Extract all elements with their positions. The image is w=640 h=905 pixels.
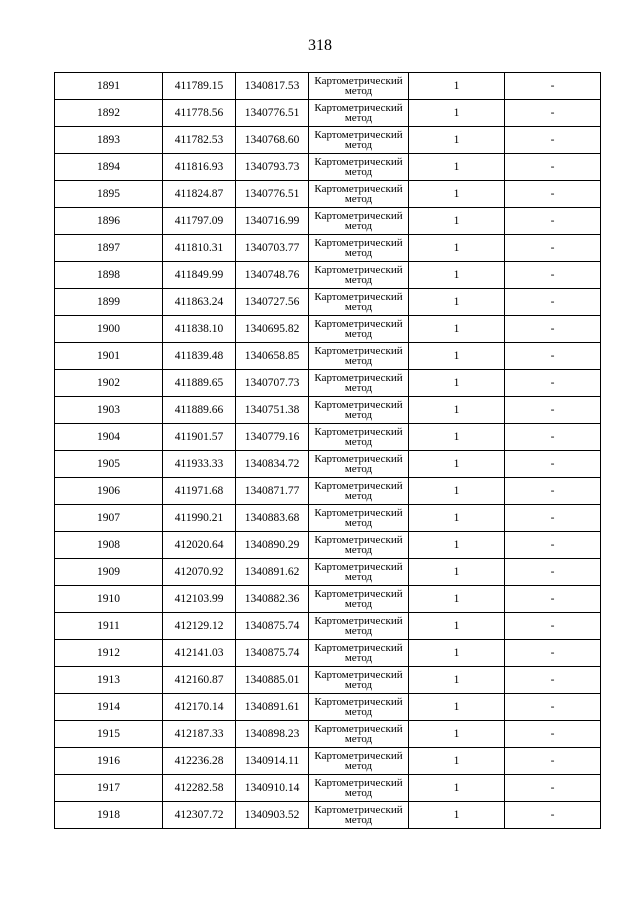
method-line2: метод [344,625,373,637]
point-number-cell: 1912 [55,640,163,667]
method-line1: Картометрический [314,642,403,654]
x-coordinate-cell: 411889.66 [163,397,236,424]
table-row [55,532,601,559]
coordinates-table [54,72,601,829]
table-row [55,694,601,721]
point-number-cell: 1917 [55,775,163,802]
value-cell: 1 [409,640,505,667]
table-row [55,721,601,748]
method-cell [309,775,409,802]
table-row [55,586,601,613]
point-number-cell: 1906 [55,478,163,505]
method-line1: Картометрический [314,480,403,492]
point-number-cell: 1918 [55,802,163,829]
method-line2: метод [344,463,373,475]
note-cell: - [505,424,601,451]
table-row [55,154,601,181]
y-coordinate-cell: 1340703.77 [236,235,309,262]
method-line1: Картометрический [314,669,403,681]
method-line2: метод [344,490,373,502]
x-coordinate-cell: 412141.03 [163,640,236,667]
method-cell [309,478,409,505]
table-row [55,127,601,154]
y-coordinate-cell: 1340707.73 [236,370,309,397]
method-cell [309,559,409,586]
x-coordinate-cell: 411797.09 [163,208,236,235]
y-coordinate-cell: 1340890.29 [236,532,309,559]
method-cell [309,451,409,478]
method-line2: метод [344,517,373,529]
x-coordinate-cell: 412307.72 [163,802,236,829]
y-coordinate-cell: 1340695.82 [236,316,309,343]
table-row [55,775,601,802]
method-line2: метод [344,112,373,124]
point-number-cell: 1913 [55,667,163,694]
method-line2: метод [344,571,373,583]
table-row [55,208,601,235]
method-line2: метод [344,544,373,556]
note-cell: - [505,235,601,262]
page-number: 318 [308,37,332,54]
y-coordinate-cell: 1340748.76 [236,262,309,289]
x-coordinate-cell: 412070.92 [163,559,236,586]
table-row [55,748,601,775]
method-line2: метод [344,166,373,178]
method-line2: метод [344,247,373,259]
method-line2: метод [344,436,373,448]
note-cell: - [505,694,601,721]
x-coordinate-cell: 411990.21 [163,505,236,532]
point-number-cell: 1892 [55,100,163,127]
method-line1: Картометрический [314,129,403,141]
table-row [55,424,601,451]
y-coordinate-cell: 1340883.68 [236,505,309,532]
method-line2: метод [344,301,373,313]
value-cell: 1 [409,505,505,532]
y-coordinate-cell: 1340817.53 [236,73,309,100]
x-coordinate-cell: 412129.12 [163,613,236,640]
method-cell [309,100,409,127]
y-coordinate-cell: 1340891.61 [236,694,309,721]
note-cell: - [505,478,601,505]
point-number-cell: 1905 [55,451,163,478]
method-line2: метод [344,85,373,97]
note-cell: - [505,640,601,667]
note-cell: - [505,586,601,613]
method-line2: метод [344,706,373,718]
y-coordinate-cell: 1340914.11 [236,748,309,775]
method-line1: Картометрический [314,750,403,762]
value-cell: 1 [409,316,505,343]
note-cell: - [505,181,601,208]
value-cell: 1 [409,424,505,451]
method-line2: метод [344,328,373,340]
note-cell: - [505,316,601,343]
x-coordinate-cell: 411816.93 [163,154,236,181]
method-cell [309,289,409,316]
note-cell: - [505,802,601,829]
x-coordinate-cell: 411889.65 [163,370,236,397]
value-cell: 1 [409,478,505,505]
method-line1: Картометрический [314,156,403,168]
y-coordinate-cell: 1340903.52 [236,802,309,829]
note-cell: - [505,397,601,424]
value-cell: 1 [409,262,505,289]
method-line1: Картометрический [314,534,403,546]
x-coordinate-cell: 411933.33 [163,451,236,478]
method-line2: метод [344,193,373,205]
method-cell [309,694,409,721]
method-line2: метод [344,679,373,691]
method-cell [309,370,409,397]
method-line2: метод [344,139,373,151]
y-coordinate-cell: 1340751.38 [236,397,309,424]
point-number-cell: 1894 [55,154,163,181]
method-line2: метод [344,355,373,367]
x-coordinate-cell: 411839.48 [163,343,236,370]
method-cell [309,316,409,343]
method-cell [309,397,409,424]
y-coordinate-cell: 1340882.36 [236,586,309,613]
method-cell [309,748,409,775]
method-line1: Картометрический [314,561,403,573]
table-body [55,73,601,829]
value-cell: 1 [409,694,505,721]
y-coordinate-cell: 1340875.74 [236,613,309,640]
method-line2: метод [344,274,373,286]
note-cell: - [505,559,601,586]
method-cell [309,721,409,748]
method-line2: метод [344,760,373,772]
method-line1: Картометрический [314,210,403,222]
y-coordinate-cell: 1340658.85 [236,343,309,370]
method-line1: Картометрический [314,777,403,789]
table-row [55,73,601,100]
table-row [55,235,601,262]
x-coordinate-cell: 412103.99 [163,586,236,613]
method-cell [309,586,409,613]
y-coordinate-cell: 1340875.74 [236,640,309,667]
y-coordinate-cell: 1340793.73 [236,154,309,181]
x-coordinate-cell: 412282.58 [163,775,236,802]
x-coordinate-cell: 412170.14 [163,694,236,721]
table-row [55,316,601,343]
y-coordinate-cell: 1340834.72 [236,451,309,478]
x-coordinate-cell: 412236.28 [163,748,236,775]
y-coordinate-cell: 1340910.14 [236,775,309,802]
y-coordinate-cell: 1340776.51 [236,181,309,208]
point-number-cell: 1897 [55,235,163,262]
value-cell: 1 [409,748,505,775]
note-cell: - [505,721,601,748]
note-cell: - [505,667,601,694]
method-line1: Картометрический [314,102,403,114]
y-coordinate-cell: 1340885.01 [236,667,309,694]
note-cell: - [505,451,601,478]
point-number-cell: 1891 [55,73,163,100]
point-number-cell: 1911 [55,613,163,640]
method-line2: метод [344,787,373,799]
note-cell: - [505,154,601,181]
table-row [55,802,601,829]
method-cell [309,505,409,532]
method-line1: Картометрический [314,453,403,465]
table-row [55,397,601,424]
point-number-cell: 1893 [55,127,163,154]
method-line1: Картометрический [314,507,403,519]
value-cell: 1 [409,154,505,181]
note-cell: - [505,370,601,397]
note-cell: - [505,289,601,316]
note-cell: - [505,73,601,100]
y-coordinate-cell: 1340768.60 [236,127,309,154]
value-cell: 1 [409,208,505,235]
value-cell: 1 [409,73,505,100]
table-row [55,451,601,478]
point-number-cell: 1907 [55,505,163,532]
method-cell [309,235,409,262]
method-line1: Картометрический [314,264,403,276]
method-cell [309,127,409,154]
point-number-cell: 1910 [55,586,163,613]
x-coordinate-cell: 411901.57 [163,424,236,451]
y-coordinate-cell: 1340779.16 [236,424,309,451]
point-number-cell: 1901 [55,343,163,370]
table-row [55,505,601,532]
method-line2: метод [344,733,373,745]
note-cell: - [505,262,601,289]
x-coordinate-cell: 412187.33 [163,721,236,748]
note-cell: - [505,532,601,559]
table-row [55,478,601,505]
x-coordinate-cell: 412160.87 [163,667,236,694]
point-number-cell: 1914 [55,694,163,721]
point-number-cell: 1902 [55,370,163,397]
method-line1: Картометрический [314,615,403,627]
value-cell: 1 [409,235,505,262]
method-line1: Картометрический [314,588,403,600]
x-coordinate-cell: 412020.64 [163,532,236,559]
method-line2: метод [344,598,373,610]
table-row [55,262,601,289]
value-cell: 1 [409,667,505,694]
note-cell: - [505,208,601,235]
x-coordinate-cell: 411778.56 [163,100,236,127]
value-cell: 1 [409,289,505,316]
point-number-cell: 1916 [55,748,163,775]
point-number-cell: 1909 [55,559,163,586]
table-row [55,640,601,667]
table-row [55,370,601,397]
point-number-cell: 1895 [55,181,163,208]
x-coordinate-cell: 411782.53 [163,127,236,154]
value-cell: 1 [409,370,505,397]
point-number-cell: 1903 [55,397,163,424]
table-row [55,181,601,208]
method-line2: метод [344,409,373,421]
method-cell [309,532,409,559]
method-line1: Картометрический [314,75,403,87]
x-coordinate-cell: 411971.68 [163,478,236,505]
point-number-cell: 1900 [55,316,163,343]
point-number-cell: 1915 [55,721,163,748]
method-cell [309,154,409,181]
method-line1: Картометрический [314,318,403,330]
y-coordinate-cell: 1340716.99 [236,208,309,235]
method-line2: метод [344,220,373,232]
value-cell: 1 [409,343,505,370]
method-line1: Картометрический [314,804,403,816]
method-line1: Картометрический [314,345,403,357]
method-cell [309,613,409,640]
table-row [55,100,601,127]
value-cell: 1 [409,100,505,127]
x-coordinate-cell: 411789.15 [163,73,236,100]
y-coordinate-cell: 1340727.56 [236,289,309,316]
y-coordinate-cell: 1340898.23 [236,721,309,748]
method-cell [309,262,409,289]
value-cell: 1 [409,775,505,802]
point-number-cell: 1899 [55,289,163,316]
value-cell: 1 [409,721,505,748]
value-cell: 1 [409,532,505,559]
method-line2: метод [344,814,373,826]
table-row [55,343,601,370]
table-row [55,667,601,694]
point-number-cell: 1898 [55,262,163,289]
table-row [55,613,601,640]
note-cell: - [505,100,601,127]
table-row [55,559,601,586]
point-number-cell: 1896 [55,208,163,235]
note-cell: - [505,775,601,802]
method-cell [309,667,409,694]
point-number-cell: 1908 [55,532,163,559]
value-cell: 1 [409,559,505,586]
method-line1: Картометрический [314,723,403,735]
method-line2: метод [344,652,373,664]
note-cell: - [505,748,601,775]
value-cell: 1 [409,451,505,478]
note-cell: - [505,127,601,154]
value-cell: 1 [409,397,505,424]
x-coordinate-cell: 411824.87 [163,181,236,208]
note-cell: - [505,343,601,370]
value-cell: 1 [409,613,505,640]
method-line1: Картометрический [314,372,403,384]
y-coordinate-cell: 1340891.62 [236,559,309,586]
method-cell [309,73,409,100]
method-line1: Картометрический [314,237,403,249]
method-line1: Картометрический [314,696,403,708]
method-cell [309,802,409,829]
x-coordinate-cell: 411863.24 [163,289,236,316]
x-coordinate-cell: 411849.99 [163,262,236,289]
value-cell: 1 [409,802,505,829]
method-line2: метод [344,382,373,394]
method-cell [309,181,409,208]
method-line1: Картометрический [314,426,403,438]
method-cell [309,640,409,667]
value-cell: 1 [409,586,505,613]
method-line1: Картометрический [314,399,403,411]
x-coordinate-cell: 411810.31 [163,235,236,262]
value-cell: 1 [409,181,505,208]
method-cell [309,424,409,451]
note-cell: - [505,505,601,532]
x-coordinate-cell: 411838.10 [163,316,236,343]
y-coordinate-cell: 1340776.51 [236,100,309,127]
method-cell [309,208,409,235]
method-line1: Картометрический [314,291,403,303]
table-row [55,289,601,316]
note-cell: - [505,613,601,640]
point-number-cell: 1904 [55,424,163,451]
method-cell [309,343,409,370]
value-cell: 1 [409,127,505,154]
y-coordinate-cell: 1340871.77 [236,478,309,505]
method-line1: Картометрический [314,183,403,195]
